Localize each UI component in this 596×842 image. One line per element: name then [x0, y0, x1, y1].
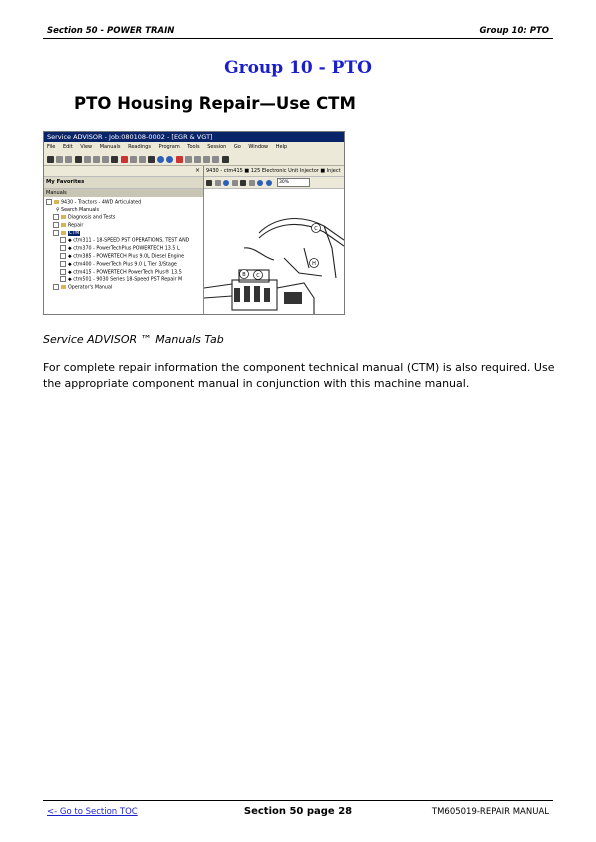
copy-icon: [93, 156, 100, 163]
menu-session: Session: [207, 144, 227, 150]
book-icon: [61, 285, 66, 289]
tree-item: ◆ ctm370 - PowerTechPlus POWERTECH 13.5 L: [44, 245, 203, 253]
screenshot-title-bar: [44, 132, 344, 142]
binoculars-icon: [206, 180, 212, 186]
new-icon: [47, 156, 54, 163]
my-favorites-header: My Favorites: [44, 177, 203, 189]
menu-readings: Readings: [128, 144, 151, 150]
callout-label: B: [242, 272, 246, 278]
manual-icon: ◆: [68, 277, 74, 283]
navigation-pane: [44, 166, 204, 314]
screenshot-toolbar: [44, 153, 344, 166]
group-label: Group 10: PTO: [479, 26, 549, 36]
service-advisor-screenshot: [43, 131, 345, 315]
app-title: Service ADVISOR - Job:080108-0002 - [EGR & VGT]: [47, 133, 213, 141]
paste-icon: [102, 156, 109, 163]
readings-icon: [121, 156, 128, 163]
page-number: Section 50 page 28: [243, 806, 353, 817]
zoom-in-icon: [257, 180, 263, 186]
tree-item: Diagnosis and Tests: [44, 214, 203, 222]
group-title: Group 10 - PTO: [224, 58, 372, 78]
settings-icon: [194, 156, 201, 163]
book-icon: [61, 223, 66, 227]
book-icon: [61, 231, 66, 235]
tree-item: ◆ ctm385 - POWERTECH Plus 9.0L Diesel Engine: [44, 253, 203, 261]
program-icon: [130, 156, 137, 163]
cut-icon: [84, 156, 91, 163]
figure-caption: Service ADVISOR ™ Manuals Tab: [43, 333, 224, 346]
menu-view: View: [80, 144, 93, 150]
book-icon: [54, 200, 59, 204]
tree-item-selected: CTM: [69, 231, 80, 237]
home-icon: [185, 156, 192, 163]
search-icon: ⚲: [56, 207, 62, 213]
back-icon: [148, 156, 155, 163]
screenshot-menu-bar: [44, 142, 344, 153]
menu-tools: Tools: [187, 144, 200, 150]
manual-icon: ◆: [68, 246, 74, 252]
menu-edit: Edit: [62, 144, 73, 150]
help-icon: [222, 156, 229, 163]
manual-icon: ◆: [68, 254, 74, 260]
tree-item: ◆ ctm311 - 18-SPEED PST OPERATIONS, TEST AND: [44, 237, 203, 245]
callout-label: C: [256, 273, 260, 279]
tree-item: Operator's Manual: [44, 284, 203, 292]
tree-item: ◆ ctm415 - POWERTECH PowerTech Plus® 13.5: [44, 269, 203, 277]
save-icon: [75, 156, 82, 163]
menu-help: Help: [275, 144, 288, 150]
callout-label: H: [312, 261, 316, 267]
tree-item: Repair: [44, 222, 203, 230]
zoom-select: 30%: [277, 178, 310, 187]
session-icon: [139, 156, 146, 163]
manual-icon: ◆: [68, 238, 74, 244]
back-arrow-icon: [157, 156, 164, 163]
section-title: PTO Housing Repair—Use CTM: [74, 94, 356, 113]
section-toc-link[interactable]: <- Go to Section TOC: [47, 807, 138, 817]
body-paragraph: For complete repair information the component technical manual (CTM) is also required. Use the appropriate component manual in conjunction with this machine manual.: [43, 361, 555, 390]
manual-id: TM605019-REPAIR MANUAL: [431, 807, 549, 817]
menu-go: Go: [233, 144, 241, 150]
document-pane: [204, 166, 344, 314]
page-icon: [215, 180, 221, 186]
hand-icon: [232, 180, 238, 186]
section-label: Section 50 - POWER TRAIN: [47, 26, 175, 36]
callout-label: C: [314, 226, 318, 232]
print-icon: [111, 156, 118, 163]
menu-manuals: Manuals: [99, 144, 121, 150]
engine-drawing: [204, 188, 344, 314]
footer-rule: [43, 800, 553, 801]
fit-icon: [249, 180, 255, 186]
stop-icon: [176, 156, 183, 163]
menu-program: Program: [158, 144, 180, 150]
page-header: [43, 22, 553, 38]
header-rule: [43, 38, 553, 39]
tree-item: [44, 230, 203, 238]
refresh-icon: [223, 180, 229, 186]
manuals-tree: [44, 197, 203, 292]
tree-item: 9430 - Tractors - 4WD Articulated: [44, 199, 203, 207]
menu-window: Window: [248, 144, 269, 150]
manual-icon: ◆: [68, 262, 74, 268]
manual-icon: ◆: [68, 270, 74, 276]
tree-item: ⚲ Search Manuals: [56, 207, 99, 213]
zoom-out-icon: [266, 180, 272, 186]
manuals-header: Manuals: [44, 189, 203, 197]
menu-file: File: [47, 144, 56, 150]
document-tab: 9430 - ctm415 ■ 125 Electronic Unit Injector ■ Inject: [204, 166, 344, 177]
forward-arrow-icon: [166, 156, 173, 163]
folder-icon: [65, 156, 72, 163]
layout-icon: [212, 156, 219, 163]
pan-icon: [240, 180, 246, 186]
pane-close-icon: ×: [44, 166, 203, 177]
window-icon: [203, 156, 210, 163]
tree-item: ◆ ctm501 - 9030 Series 18-Speed PST Repair M: [44, 276, 203, 284]
open-icon: [56, 156, 63, 163]
tree-item: ◆ ctm400 - PowerTech Plus 9.0 L Tier 3/Stage: [44, 261, 203, 269]
book-icon: [61, 215, 66, 219]
